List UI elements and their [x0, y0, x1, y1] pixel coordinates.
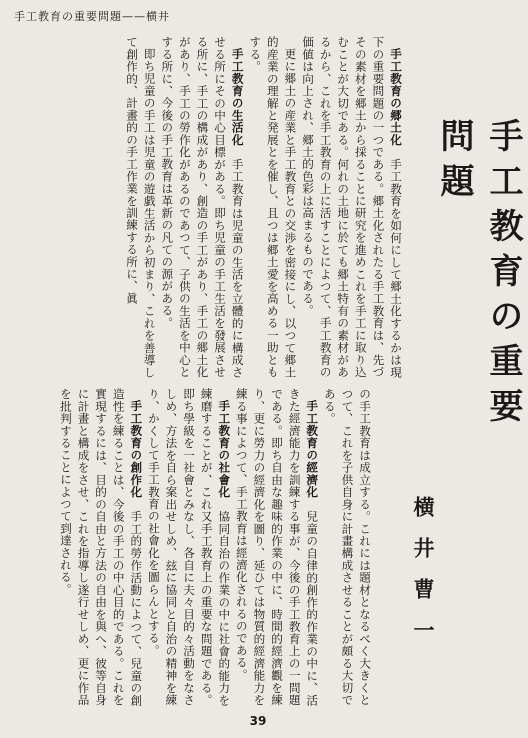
section-heading: 手工教育の社會化 [217, 399, 232, 498]
section-heading: 手工教育の生活化 [230, 47, 245, 146]
lower-text-block [12, 388, 373, 706]
paragraph: 更に郷土の産業と手工教育との交渉を密接にし、以つて郷土的産業の理解と発展とを催し、且つは郷土愛を高める一助ともする。 [248, 36, 298, 378]
paragraph-text: 手工教育は児童の生活を立體的に構成させる所にその中心目標がある。即ち児童の手工生活を發展させる所に、手工の構成があり、創造の手工があり、手工の郷土化があり、手工の勞作化があるのであつて、子供の生活を中心とする所に、今後の手工教育は革新の凡ての源がある。 [160, 36, 245, 378]
paragraph: の手工教育は成立する。これには題材となるべく大きくとつて、これを子供自身に計畫構成させることが頗る大切である。 [322, 388, 372, 706]
paragraph-text: 兒童の自律的創作的作業の中に、活きた經濟能力を訓練する事が、今後の手工教育上の一問題である。即ち自由な趣味的作業の中に、時間的經濟觀を練り、更に勞力の經濟化を圖り、延ひては物質的經濟能力を練る事によつて、手工教育は經濟化されるのである。 [234, 388, 320, 707]
paragraph [158, 36, 246, 378]
upper-text-block [12, 36, 404, 378]
paragraph [232, 388, 320, 706]
paragraph: 即ち児童の手工は児童の遊戯生活から初まり、これを善導して創作的、計畫的の手工作業を訓練する所に、眞 [125, 36, 157, 378]
paragraph [144, 388, 232, 706]
paragraph-text: 手工教育を如何にして郷土化するかは現下の重要問題の一つである。郷土化されたる手工教育は、先づその素材を郷土から採ることに研究を進めこれを手工に取り込むことが大切である。何れの土地に於ても郷土特有の素材があるから、これを手工教育の上に活すことによつて、手工教育の価値は向上され、郷土的色彩は高まるものである。 [301, 36, 403, 378]
paragraph-text: 手工的勞作活動によつて、兒童の創造性を練ることは、今後の手工の中心目的である。これを實現するには、目的の自由と方法の自由を與へ、彼等自身に計畫と構成をさせ、これを指導し遂行せしめ、更に作品を批判することによつて到達される。 [58, 388, 144, 707]
running-header: 手工教育の重要問題——横井 [14, 10, 170, 23]
author-name: 横井曹一 [411, 496, 435, 660]
page-number: 39 [249, 714, 267, 728]
section-heading: 手工教育の創作化 [129, 399, 144, 498]
paragraph-text: 協同自治の作業の中に社會的能力を練磨することが、これ又手工教育上の重要な問題である。即ち學級を一社會とみなし、各自に夫々目的々活動をなさしめ、方法を自ら案出せしめ、玆に協同と自治の精神を練り、かくして手工教育の社會化を圖らんとする。 [146, 388, 232, 707]
section-heading: 手工教育の郷土化 [389, 47, 403, 146]
article-title: 手工教育の重要問題 [434, 118, 523, 433]
section-heading: 手工教育の經濟化 [305, 399, 320, 498]
paragraph [298, 36, 404, 378]
paragraph [56, 388, 144, 706]
